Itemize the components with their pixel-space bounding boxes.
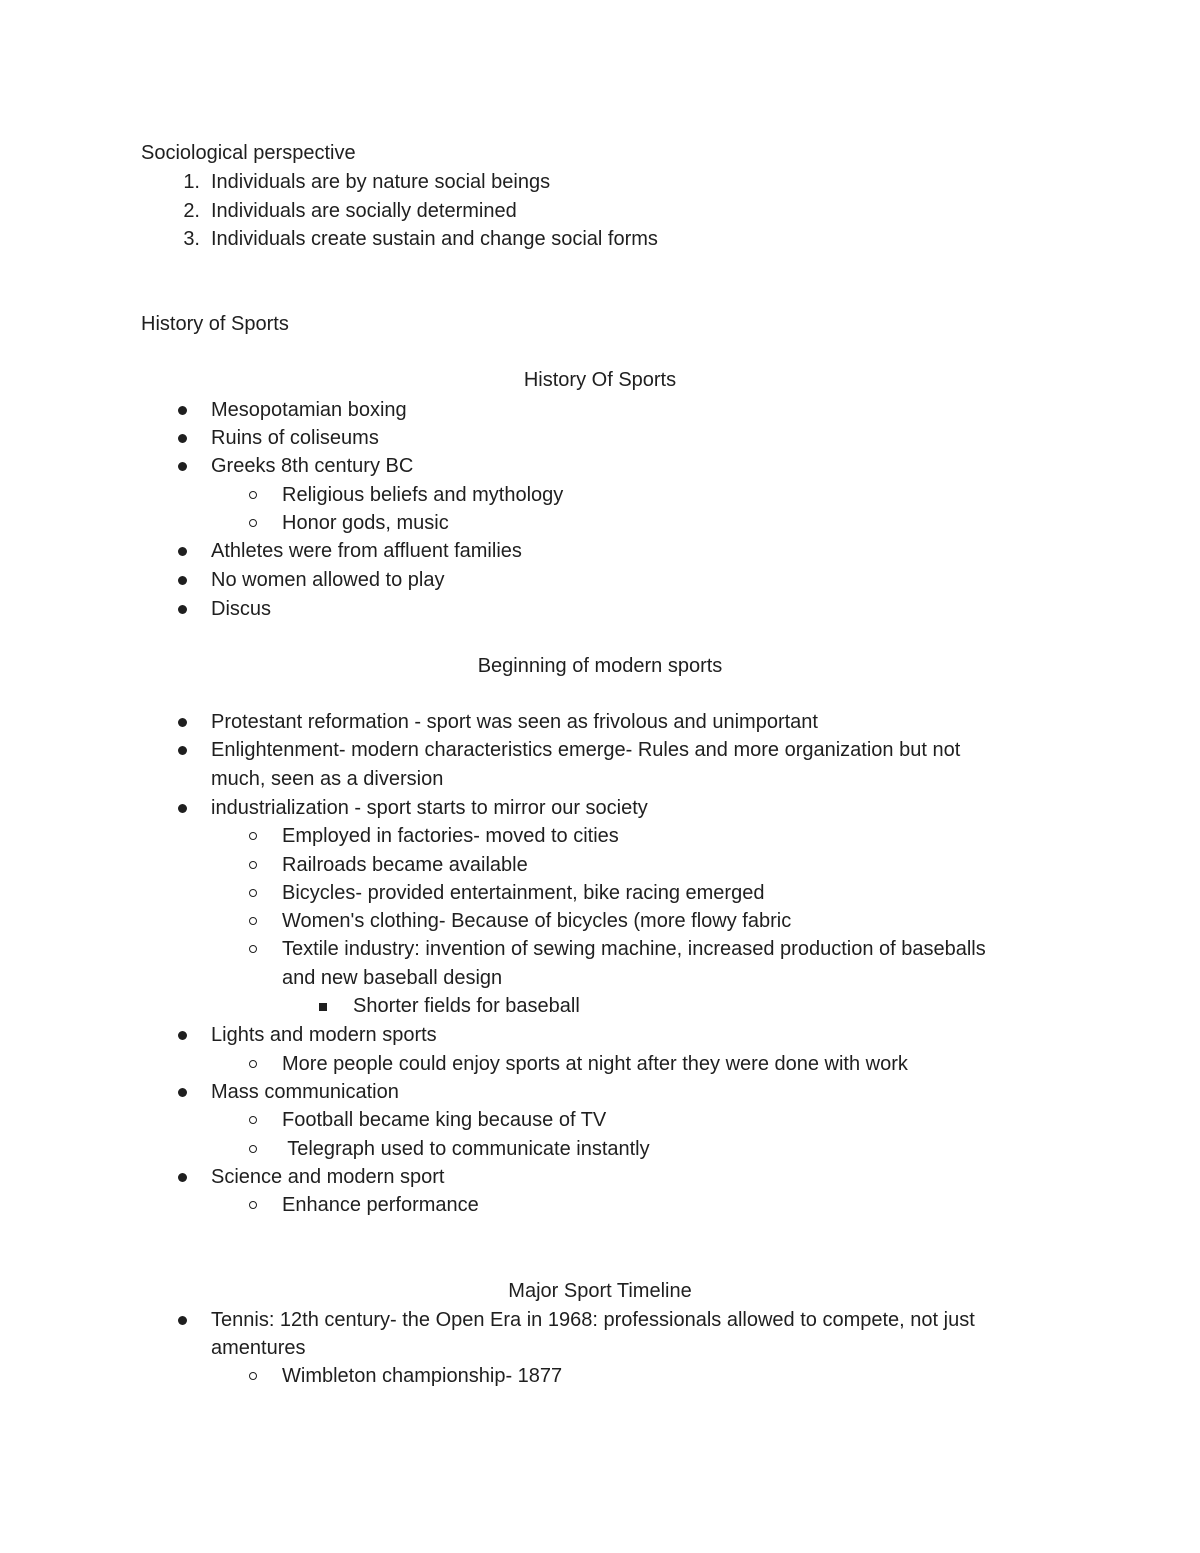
hollow-bullet-icon	[249, 519, 257, 527]
hollow-bullet-icon	[249, 1372, 257, 1380]
item-text: Textile industry: invention of sewing machine, increased production of baseballs	[282, 938, 986, 960]
hollow-bullet-icon	[249, 1201, 257, 1209]
item-text: Telegraph used to communicate instantly	[282, 1138, 650, 1160]
item-text: Shorter fields for baseball	[353, 995, 580, 1017]
item-text: Science and modern sport	[211, 1166, 445, 1188]
item-text: Honor gods, music	[282, 512, 449, 534]
item-text: No women allowed to play	[211, 569, 445, 591]
item-text: Employed in factories- moved to cities	[282, 825, 619, 847]
hollow-bullet-icon	[249, 917, 257, 925]
hollow-bullet-icon	[249, 491, 257, 499]
filled-bullet-icon	[178, 434, 187, 443]
hollow-bullet-icon	[249, 832, 257, 840]
item-number: 2.	[183, 200, 200, 222]
item-text: Individuals create sustain and change social forms	[211, 228, 658, 250]
hollow-bullet-icon	[249, 889, 257, 897]
filled-bullet-icon	[178, 406, 187, 415]
item-number: 3.	[183, 228, 200, 250]
centered-heading-modern: Beginning of modern sports	[477, 655, 723, 677]
item-text: and new baseball design	[282, 967, 503, 989]
filled-bullet-icon	[178, 718, 187, 727]
item-text: Greeks 8th century BC	[211, 455, 414, 477]
filled-bullet-icon	[178, 547, 187, 556]
hollow-bullet-icon	[249, 861, 257, 869]
centered-heading-timeline: Major Sport Timeline	[508, 1280, 692, 1302]
section-heading-history: History of Sports	[141, 313, 289, 335]
centered-heading-history: History Of Sports	[523, 369, 677, 391]
filled-bullet-icon	[178, 804, 187, 813]
filled-bullet-icon	[178, 746, 187, 755]
section-heading-sociological: Sociological perspective	[141, 142, 356, 164]
filled-bullet-icon	[178, 1031, 187, 1040]
item-text: much, seen as a diversion	[211, 768, 444, 790]
item-text: Women's clothing- Because of bicycles (more flowy fabric	[282, 910, 792, 932]
filled-bullet-icon	[178, 462, 187, 471]
item-text: Wimbleton championship- 1877	[282, 1365, 563, 1387]
item-text: amentures	[211, 1337, 306, 1359]
hollow-bullet-icon	[249, 1116, 257, 1124]
item-text: industrialization - sport starts to mirror our society	[211, 797, 648, 819]
item-text: Lights and modern sports	[211, 1024, 437, 1046]
hollow-bullet-icon	[249, 945, 257, 953]
item-text: Athletes were from affluent families	[211, 540, 522, 562]
item-text: Ruins of coliseums	[211, 427, 379, 449]
item-text: Individuals are socially determined	[211, 200, 517, 222]
item-text: Mass communication	[211, 1081, 399, 1103]
item-text: Mesopotamian boxing	[211, 399, 407, 421]
filled-bullet-icon	[178, 605, 187, 614]
item-text: Football became king because of TV	[282, 1109, 607, 1131]
item-number: 1.	[183, 171, 200, 193]
item-text: Individuals are by nature social beings	[211, 171, 551, 193]
item-text: Discus	[211, 598, 272, 620]
hollow-bullet-icon	[249, 1145, 257, 1153]
filled-bullet-icon	[178, 1088, 187, 1097]
hollow-bullet-icon	[249, 1060, 257, 1068]
item-text: Enlightenment- modern characteristics emerge- Rules and more organization but not	[211, 739, 961, 761]
item-text: Bicycles- provided entertainment, bike racing emerged	[282, 882, 765, 904]
filled-bullet-icon	[178, 1173, 187, 1182]
item-text: Railroads became available	[282, 854, 528, 876]
filled-bullet-icon	[178, 576, 187, 585]
item-text: Religious beliefs and mythology	[282, 484, 564, 506]
item-text: Enhance performance	[282, 1194, 479, 1216]
item-text: More people could enjoy sports at night after they were done with work	[282, 1053, 908, 1075]
item-text: Protestant reformation - sport was seen as frivolous and unimportant	[211, 711, 818, 733]
item-text: Tennis: 12th century- the Open Era in 1968: professionals allowed to compete, not just	[211, 1309, 975, 1331]
filled-bullet-icon	[178, 1316, 187, 1325]
square-bullet-icon	[319, 1003, 327, 1011]
